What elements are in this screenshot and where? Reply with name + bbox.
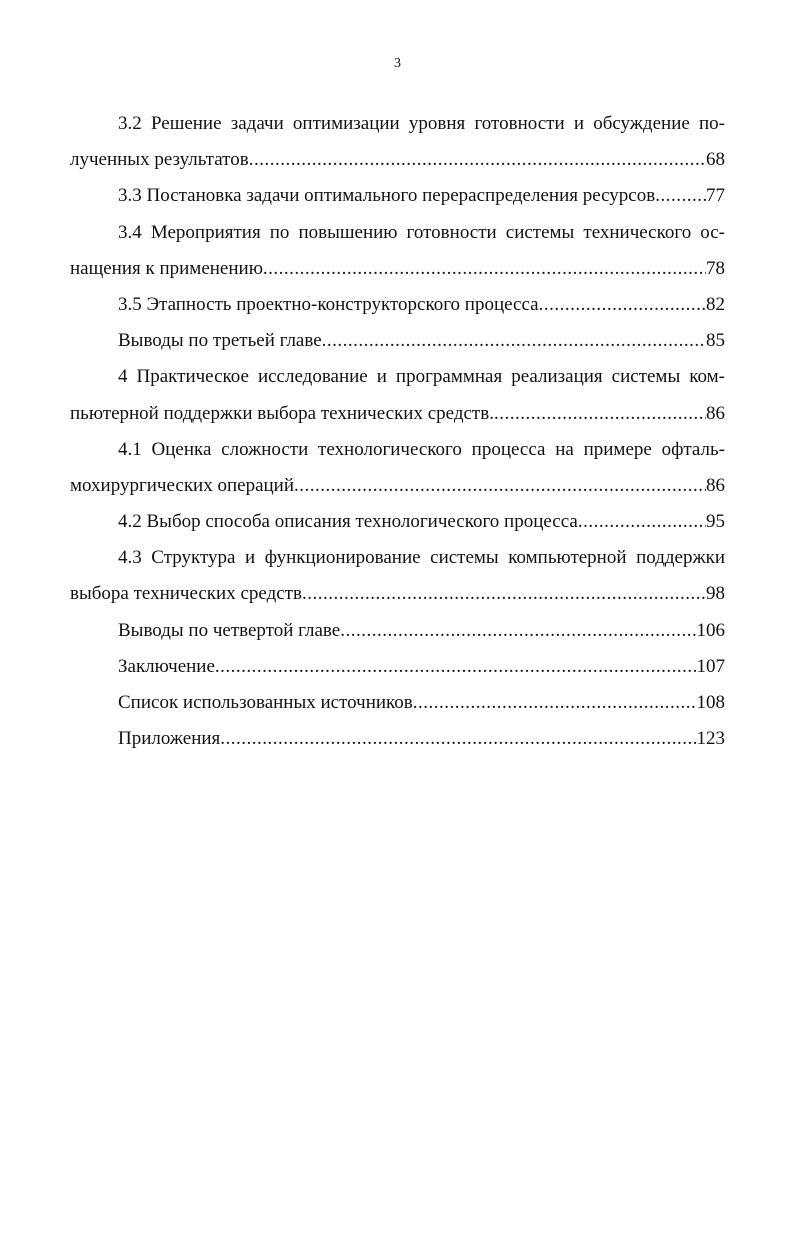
- toc-entry-4-3-line2[interactable]: [70, 576, 725, 612]
- dot-leader: [294, 468, 706, 504]
- dot-leader: [655, 178, 706, 214]
- dot-leader: [494, 396, 706, 432]
- toc-entry-4-line2[interactable]: [70, 396, 725, 432]
- toc-page-number: 86: [706, 402, 725, 424]
- toc-entry-conclusions-3[interactable]: [70, 323, 725, 359]
- toc-page-number: 86: [706, 474, 725, 496]
- dot-leader: [249, 142, 706, 178]
- toc-entry-text: Выводы по третьей главе: [118, 330, 322, 352]
- toc-entry-text: 4.2 Выбор способа описания технологического процесса: [118, 511, 578, 533]
- toc-entry-4-1-line1: 4.1 Оценка сложности технологического процесса на примере офталь-: [118, 438, 725, 460]
- toc-entry-4-1-line2[interactable]: [70, 468, 725, 504]
- toc-entry-text: пьютерной поддержки выбора технических средств.: [70, 402, 494, 424]
- toc-entry-conclusion[interactable]: [70, 649, 725, 685]
- toc-entry-3-4-line2[interactable]: [70, 251, 725, 287]
- toc-entry-3-5[interactable]: [70, 287, 725, 323]
- toc-entry-text: Заключение: [118, 655, 215, 677]
- toc-page-number: 82: [706, 293, 725, 315]
- toc-page-number: 108: [696, 692, 725, 713]
- toc-entry-text: Список использованных источников: [118, 692, 413, 713]
- toc-page-number: 98: [706, 583, 725, 605]
- toc-entry-3-4-line1: 3.4 Мероприятия по повышению готовности системы технического ос-: [118, 221, 725, 243]
- toc-page-number: 95: [706, 511, 725, 533]
- toc-entry-text: мохирургических операций: [70, 474, 295, 496]
- toc-page-number: 106: [696, 619, 725, 641]
- toc-entry-text: Приложения: [118, 728, 221, 750]
- dot-leader: [215, 649, 697, 685]
- dot-leader: [578, 504, 706, 540]
- toc-entry-text: нащения к применению: [70, 257, 263, 279]
- toc-entry-text: 3.3 Постановка задачи оптимального перераспределения ресурсов: [118, 185, 656, 207]
- toc-entry-text: 3.5 Этапность проектно-конструкторского процесса: [118, 293, 539, 315]
- toc-entry-4-3-line1: 4.3 Структура и функционирование системы компьютерной поддержки: [118, 547, 725, 569]
- toc-entry-text: Выводы по четвертой главе: [118, 619, 341, 641]
- toc-page-number: 85: [706, 330, 725, 352]
- dot-leader: [539, 287, 706, 323]
- toc-entry-appendices[interactable]: [70, 721, 725, 757]
- toc-page-number: 78: [706, 257, 725, 279]
- toc-entry-conclusions-4[interactable]: [70, 613, 725, 649]
- page-number: 3: [394, 56, 401, 71]
- toc-entry-text: лученных результатов: [70, 149, 249, 171]
- toc-entry-3-2-line1: 3.2 Решение задачи оптимизации уровня готовности и обсуждение по-: [118, 113, 725, 134]
- toc-entry-references[interactable]: [70, 685, 725, 721]
- toc-page-number: 77: [706, 185, 725, 207]
- toc-entry-4-line1: 4 Практическое исследование и программная реализация системы ком-: [118, 366, 725, 388]
- dot-leader: [220, 721, 696, 757]
- toc-entry-4-2[interactable]: [70, 504, 725, 540]
- toc-page-number: 68: [706, 149, 725, 171]
- toc-entry-text: выбора технических средств: [70, 583, 302, 605]
- toc-page-number: 123: [696, 728, 725, 750]
- dot-leader: [302, 576, 706, 612]
- toc-entry-3-3[interactable]: [70, 178, 725, 214]
- dot-leader: [322, 323, 706, 359]
- table-of-contents: [70, 106, 725, 757]
- toc-entry-3-2-line2[interactable]: [70, 142, 725, 178]
- dot-leader: [413, 685, 697, 721]
- dot-leader: [263, 251, 706, 287]
- toc-page-number: 107: [696, 655, 725, 677]
- dot-leader: [340, 613, 696, 649]
